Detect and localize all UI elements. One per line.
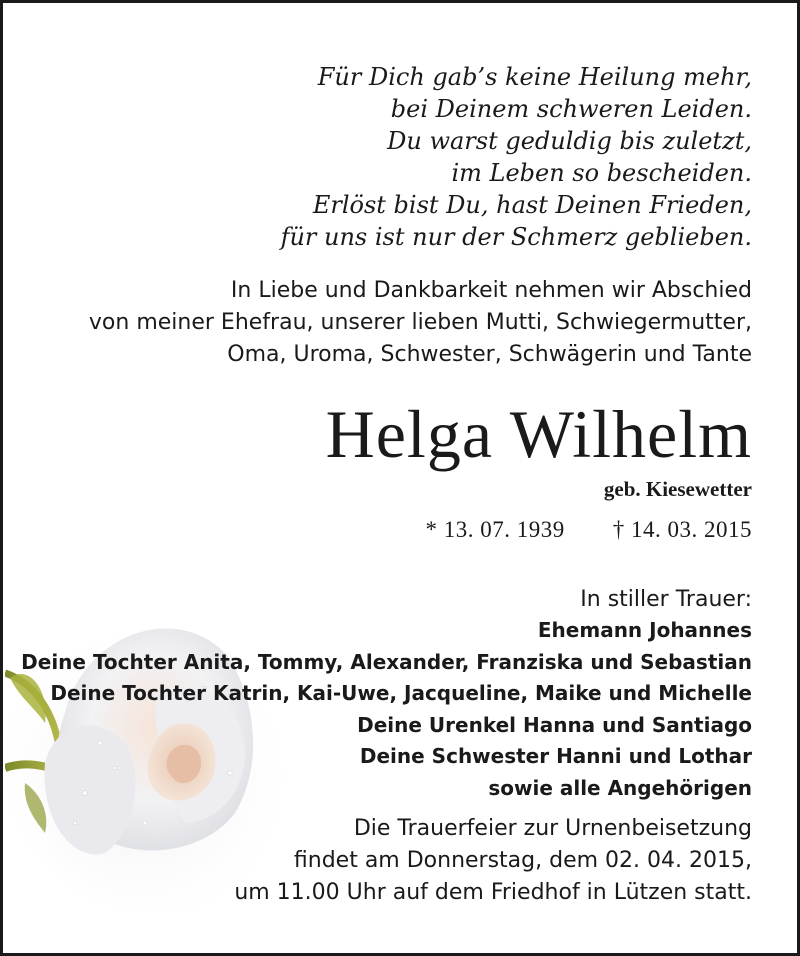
list-item: Deine Schwester Hanni und Lothar xyxy=(359,744,752,768)
poem-line: bei Deinem schweren Leiden. xyxy=(390,95,752,123)
list-item: Deine Tochter Katrin, Kai-Uwe, Jacqueline, Maike und Michelle xyxy=(50,681,752,705)
mourners-list xyxy=(21,615,752,804)
funeral-details xyxy=(234,813,752,909)
poem-line: Für Dich gab’s keine Heilung mehr, xyxy=(317,63,752,91)
intro-line: Oma, Uroma, Schwester, Schwägerin und Tante xyxy=(227,342,752,367)
funeral-line: Die Trauerfeier zur Urnenbeisetzung xyxy=(353,816,752,841)
mourning-heading: In stiller Trauer: xyxy=(580,587,752,612)
funeral-line: um 11.00 Uhr auf dem Friedhof in Lützen statt. xyxy=(234,880,752,905)
deceased-name: Helga Wilhelm xyxy=(325,396,752,472)
memorial-poem xyxy=(281,61,752,253)
birth-date: * 13. 07. 1939 xyxy=(425,517,565,542)
list-item: sowie alle Angehörigen xyxy=(488,775,752,800)
farewell-intro xyxy=(89,275,752,371)
poem-line: Du warst geduldig bis zuletzt, xyxy=(387,127,752,155)
intro-line: In Liebe und Dankbarkeit nehmen wir Abschied xyxy=(230,278,752,303)
list-item: Ehemann Johannes xyxy=(537,618,752,642)
maiden-name: geb. Kiesewetter xyxy=(603,477,752,501)
list-item: Deine Tochter Anita, Tommy, Alexander, Franziska und Sebastian xyxy=(21,649,752,674)
death-date: † 14. 03. 2015 xyxy=(612,517,752,542)
poem-line: im Leben so bescheiden. xyxy=(451,159,752,187)
poem-line: für uns ist nur der Schmerz geblieben. xyxy=(280,223,752,251)
funeral-line: findet am Donnerstag, dem 02. 04. 2015, xyxy=(293,848,752,873)
list-item: Deine Urenkel Hanna und Santiago xyxy=(357,712,752,737)
life-dates xyxy=(426,515,753,545)
poem-line: Erlöst bist Du, hast Deinen Frieden, xyxy=(312,191,752,219)
intro-line: von meiner Ehefrau, unserer lieben Mutti, Schwiegermutter, xyxy=(88,310,752,335)
